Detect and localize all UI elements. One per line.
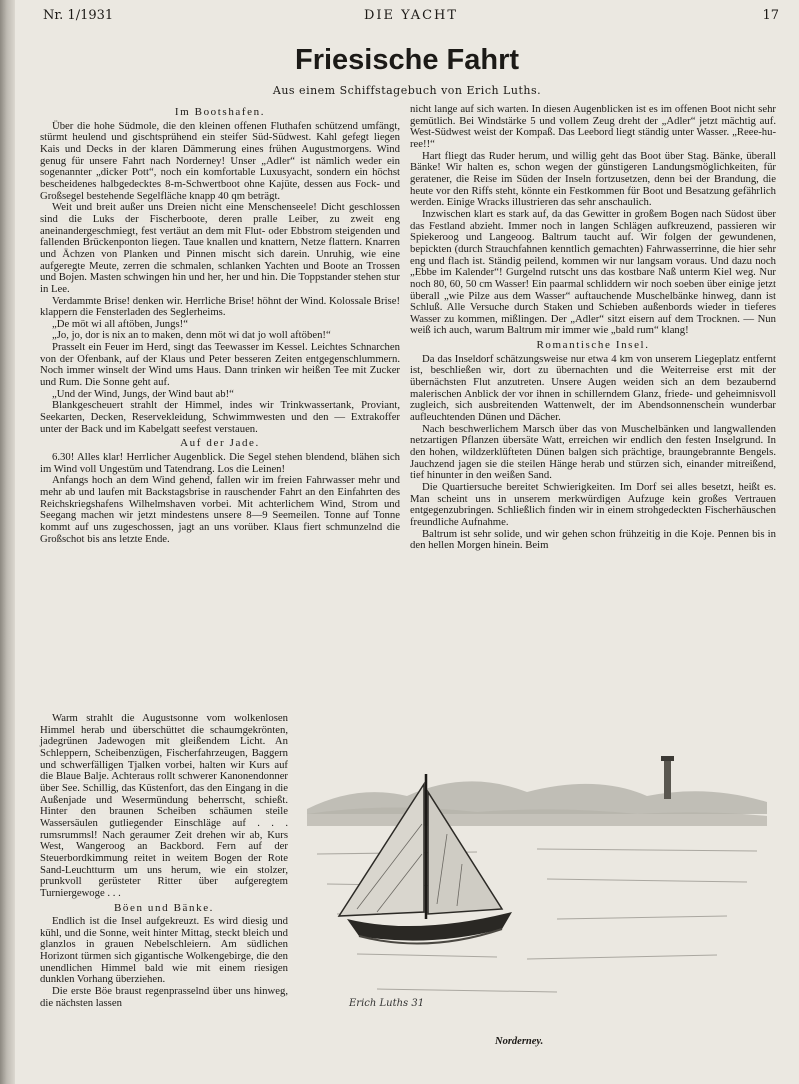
- paragraph: Warm strahlt die Augustsonne vom wolkenlosen Himmel herab und überschüttet die schaumgekrönten, jadegrünen Jadewogen mit gleißendem Licht. An Schleppern, Scheibenzügen, Fischerfahrzeugen, Baggern und schwerfälligen Tjalken vorbei, halten wir Kurs auf die Blaue Balje. Achteraus rollt schwerer Kanonendonner über See. Schillig, das Küstenfort, das den Eingang in die Außenjade und Wesermündung beherrscht, schießt. Hinter den braunen Scheiben schäumen steile Wassersäulen gutliegender Einschläge auf . . . rumsrummsl! Nach geraumer Zeit drehen wir ab, Kurs West, Wangeroog an Backbord. Fern auf der Steuerbordkimmung reitet in weitem Bogen der Rote Sand-Leuchtturm um uns herum, wie ein stolzer, prunkvoll gerüsteter Ritter über aufgeregtem Turniergewoge . . .: [40, 712, 288, 899]
- section-heading: Romantische Insel.: [536, 339, 650, 352]
- illustration-caption: Norderney.: [495, 1036, 544, 1047]
- paragraph: Die Quartiersuche bereitet Schwierigkeiten. Im Dorf sei alles besetzt, heißt es. Man scheint uns in unserem merkwürdigen Aufzuge kein großes Vertrauen entgegenzubringen. Schließlich finden wir in einem strohgedeckten Fischerhäuschen freundliche Aufnahme.: [410, 481, 776, 528]
- paragraph: Inzwischen klart es stark auf, da das Gewitter in großem Bogen nach Südost über das Festland abzieht. Immer noch in langen Schlägen aufkreuzend, passieren wir Spiekeroog und Langeoog. Baltrum taucht auf. Wir folgen der gewundenen, bepickten (durch Strauchfahnen kenntlich gemachten) Fahrwasserrinne, die hier sehr eng und flach ist. Ständig peilend, kommen wir nur langsam voraus. Und dazu noch „Ebbe im Kalender“! Gurgelnd rutscht uns das kostbare Naß unterm Kiel weg. Nur noch 80, 60, 50 cm Wasser! Ein paarmal schliddern wir noch soeben über einige jetzt überall „wie Pilze aus dem Wasser“ auftauchende Muschelbänke hinweg, dann ist Schluß. Alle Versuche durch Staken und Schieben außenbords wieder in tieferes Wasser zu kommen, mißlingen. Der „Adler“ sitzt eisern auf dem Trocknen. — Nun weiß ich auch, warum Baltrum mir immer wie „bald rum“ klang!: [410, 207, 776, 337]
- left-narrow-column: [40, 713, 288, 1009]
- paragraph: „Jo, jo, dor is nix an to maken, denn möt wi dat jo woll aftöben!“: [52, 329, 331, 342]
- paragraph: Nach beschwerlichem Marsch über das von Muschelbänken und langwallenden netzartigen Pflanzen übersäte Watt, erreichen wir endlich den festen Inselgrund. In den hohen, wildzerklüfteten Dünen balgen sich prächtige, braungebrannte Bengels. Jauchzend jagen sie die steilen Hänge herab und stürzen sich, einander mitreißend, tief hinunter in den weißen Sand.: [410, 422, 776, 482]
- paragraph: Über die hohe Südmole, die den kleinen offenen Fluthafen schützend umfängt, stürmt heulend und gischtsprühend ein steifer Süd-Südwest. Kahl gefegt liegen Kais und Decks in der klaren Dämmerung eines frühen Augustmorgens. Wind genug für unsere Fahrt nach Norderney! Unser „Adler“ ist nämlich weder ein sogenannter „dicker Pott“, noch ein komfortable Luxusyacht, sondern ein höchst bescheidenes halbgedecktes 8-m-Schwertboot ohne Kajüte, dessen aus Fock- und Großsegel bestehende Segelfläche knapp 40 qm beträgt.: [40, 119, 400, 202]
- artist-signature: Erich Luths 31: [349, 998, 425, 1009]
- paragraph: Endlich ist die Insel aufgekreuzt. Es wird diesig und kühl, und die Sonne, weit hinter Mittag, steckt bleich und glanzlos in grauen Nebelschleiern. Am südlichen Horizont türmen sich gigantische Wolkengebirge, die den unendlichen Himmel bald wie mit einem riesigen dunklen Vorhang überziehen.: [40, 915, 288, 986]
- sailboat-illustration: [297, 714, 777, 1026]
- section-heading: Böen und Bänke.: [113, 901, 215, 914]
- page-number: 17: [762, 8, 779, 23]
- paragraph: „Und der Wind, Jungs, der Wind baut ab!“: [52, 387, 234, 400]
- binding-shadow: [0, 0, 15, 1084]
- paragraph: „De möt wi all aftöben, Jungs!“: [52, 317, 188, 330]
- paragraph: 6.30! Alles klar! Herrlicher Augenblick. Die Segel stehen blendend, blähen sich im Wind voll Ungestüm und Tatendrang. Los die Leinen!: [40, 451, 400, 475]
- paragraph: nicht lange auf sich warten. In diesen Augenblicken ist es im offenen Boot nicht sehr gemütlich. Bei Windstärke 5 und vollem Zeug dreht der „Adler“ jetzt mächtig auf. West-Südwest weist der Kompaß. Das Leebord liegt ständig unter Wasser. „Reee-hu-ree!!“: [410, 103, 776, 150]
- paragraph: Baltrum ist sehr solide, und wir gehen schon frühzeitig in die Koje. Pennen bis in den hellen Morgen hinein. Beim: [410, 527, 776, 552]
- issue-number: Nr. 1/1931: [43, 8, 114, 23]
- right-column: [410, 104, 776, 552]
- running-header: [43, 8, 779, 30]
- magazine-name: DIE YACHT: [363, 8, 459, 23]
- paragraph: Da das Inseldorf schätzungsweise nur etwa 4 km von unserem Liegeplatz entfernt ist, beschließen wir, dort zu übernachten und die Weiterreise erst mit der übernächsten Flut anzutreten. Unsere Augen weiden sich an dem bezaubernd malerischen Anblick der vor ihnen in schillerndem Glanz, friede- und geheimnisvoll zugleich, sich ausbreitenden Wattenwelt, der im Abendsonnenschein wunderbar aufleuchtenden Dünen und Dächer.: [410, 352, 776, 424]
- section-heading: Im Bootshafen.: [174, 106, 266, 118]
- paragraph: Verdammte Brise! denken wir. Herrliche Brise! höhnt der Wind. Kolossale Brise! klappern die Fensterladen des Seglerheims.: [40, 294, 400, 319]
- section-heading: Auf der Jade.: [180, 437, 260, 450]
- paragraph: Anfangs hoch an dem Wind gehend, fallen wir im freien Fahrwasser mehr und mehr ab und laufen mit Backstagsbrise in rauschender Fahrt an den Einfahrten des Reichskriegshafens Wilhelmshaven vorbei. Mit achterlichem Wind, Strom und Seegang machen wir jetzt mindestens unsere 8—9 Seemeilen. Tonne auf Tonne kommt auf uns zugeschossen, jagt an uns vorüber. Klaus fiert schmunzelnd die Großschot bis ans letzte Ende.: [40, 474, 400, 545]
- paragraph: Weit und breit außer uns Dreien nicht eine Menschenseele! Dicht geschlossen sind die Luks der Fischerboote, deren pralle Leiber, zu zweit eng aneinandergeschmiegt, fest vertäut an dem mit Flut- oder Ebbstrom steigenden und fallenden Brückenponton liegen. Taue knallen und knattern, Netze flattern. Knarren und Ächzen von Planken und Pinnen mischt sich darein. Unruhig, wie eine aufgeregte Meute, zerren die schmalen, schlanken Yachten und Boote an Trossen und Bojen. Masten schwingen hin und her, her und hin. Die Toppstander stehen stur in Lee.: [40, 201, 400, 295]
- article-byline: Aus einem Schiffstagebuch von Erich Luths.: [272, 84, 542, 97]
- lighthouse-icon: [664, 759, 671, 799]
- magazine-page: [15, 0, 799, 1084]
- paragraph: Hart fliegt das Ruder herum, und willig geht das Boot über Stag. Bänke, überall Bänke! Wir halten es, schon wegen der günstigeren Landungsmöglichkeiten, für geratener, die Reise im Süden der Inseln fortzusetzen, denn bei der Brandung, die heute vor den Riffs steht, könnte ein Festkommen für Boot und Besatzung gefährlich werden. Einige Wracks illustrieren das sehr anschaulich.: [410, 149, 776, 209]
- left-column: [40, 104, 400, 545]
- article-title: Friesische Fahrt: [294, 44, 520, 76]
- paragraph: Blankgescheuert strahlt der Himmel, indes wir Trinkwassertank, Proviant, Seekarten, Decken, Reservekleidung, Schwimmwesten und den — Extrakoffer unter der Back und im Kabelgatt seefest verstauen.: [40, 399, 400, 435]
- paragraph: Die erste Böe braust regenprasselnd über uns hinweg, die nächsten lassen: [40, 985, 288, 1009]
- paragraph: Prasselt ein Feuer im Herd, singt das Teewasser im Kessel. Leichtes Schnarchen von der Ofenbank, auf der Klaus und Peter besseren Zeiten entgegenschlummern. Noch immer winselt der Wind ums Haus. Dann trinken wir heißen Tee mit Zucker und Rum. Die Sonne geht auf.: [40, 341, 400, 389]
